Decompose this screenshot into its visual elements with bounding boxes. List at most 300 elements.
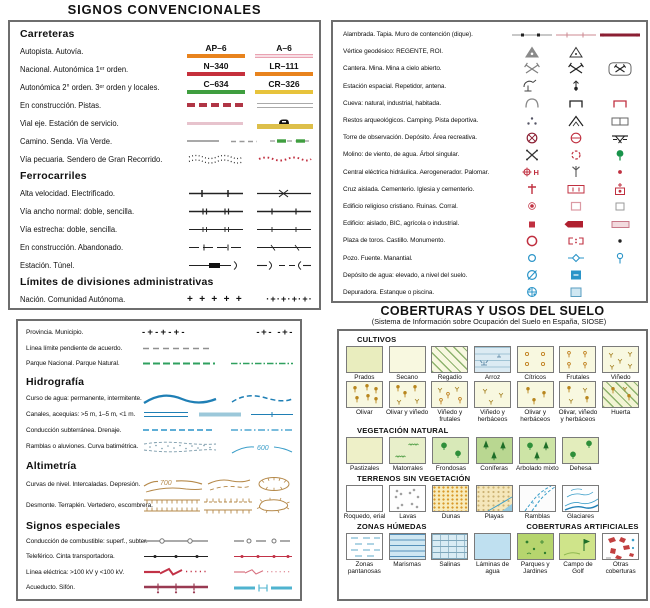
road-shield-a6	[255, 44, 313, 58]
windmill-icon	[510, 148, 554, 162]
tile-swatch	[476, 437, 513, 464]
service-station-symbol	[257, 118, 313, 129]
tile-label: Láminas de agua	[475, 560, 510, 576]
legend-row	[20, 238, 313, 256]
regional-road-bar	[255, 72, 313, 76]
legend-row	[343, 249, 642, 266]
narrow-single-track-symbol	[255, 224, 313, 235]
legend-row	[26, 423, 294, 439]
legend-row	[26, 580, 294, 596]
tile-olivar	[343, 381, 386, 423]
narrow-double-track-symbol	[187, 224, 245, 235]
tile-glaciares	[559, 485, 602, 520]
pond-pool-icon	[554, 285, 598, 299]
row-label: Plaza de toros. Castillo. Monumento.	[343, 237, 446, 245]
conveyor-belt-symbol	[232, 552, 294, 561]
tile-swatch	[346, 437, 383, 464]
motorway-bar	[187, 54, 245, 58]
tile-label: Lavas	[399, 512, 417, 520]
cable-car-symbol	[142, 552, 210, 561]
row-label: Nacional. Autonómica 1ᵉʳ orden.	[20, 64, 129, 74]
legend-row	[343, 181, 642, 198]
legend-row	[20, 290, 313, 308]
row-label: Cruz aislada. Cementerio. Iglesia y cementerio.	[343, 185, 475, 193]
electrified-rail-symbol	[255, 188, 313, 199]
tile-swatch	[431, 346, 468, 373]
aqueduct-symbol	[142, 582, 210, 594]
legend-row	[26, 565, 294, 581]
sports-field-icon	[598, 114, 642, 128]
tile-label: Dehesa	[569, 464, 592, 472]
row-label: Edificio: aislado, BIC, agrícola o industrial.	[343, 220, 460, 228]
zonas-coberturas-row	[343, 533, 642, 575]
coberturas-subtitle: (Sistema de Información sobre Ocupación del Suelo en España, SIOSE)	[371, 317, 607, 326]
single-track-symbol	[255, 206, 313, 217]
path-symbol	[187, 140, 219, 143]
legend-row	[343, 43, 642, 60]
legend-row	[26, 407, 294, 423]
shield-code: CR–326	[268, 78, 300, 89]
road-shield-cr326	[255, 80, 313, 94]
tile-swatch	[431, 381, 468, 408]
heading-limites: Límites de divisiones administrativas	[20, 276, 214, 288]
group-heading-vegetacion: VEGETACIÓN NATURAL	[357, 425, 449, 435]
road-construction-symbol	[187, 103, 243, 107]
tile-label: Arroz	[484, 374, 501, 381]
legend-row	[20, 78, 313, 96]
legend-row	[26, 549, 294, 565]
tile-swatch	[389, 533, 426, 560]
tile-swatch	[562, 437, 599, 464]
canal-narrow-symbol	[250, 410, 294, 419]
wall-symbol	[554, 28, 598, 42]
tile-salinas	[428, 533, 471, 575]
legend-row	[26, 390, 294, 408]
row-label: Vértice geodésico: REGENTE, ROI.	[343, 48, 443, 56]
tile-laminas-agua	[471, 533, 514, 575]
shield-code: N–340	[203, 60, 229, 71]
tile-playas	[473, 485, 516, 520]
tile-swatch	[559, 346, 596, 373]
geodesic-vertex-roi-icon	[554, 45, 598, 59]
legend-row	[20, 220, 313, 238]
row-label: Torre de observación. Depósito. Área recreativa.	[343, 134, 477, 142]
power-line-low-symbol	[232, 566, 294, 578]
heading-signos-especiales: Signos especiales	[26, 519, 121, 532]
national-park-symbol	[142, 361, 216, 366]
cultivos-row-2	[343, 381, 642, 423]
group-heading-terrenos: TERRENOS SIN VEGETACIÓN	[357, 473, 471, 483]
tile-label: Parques y Jardines	[520, 560, 550, 576]
panel-simbolos	[331, 20, 648, 303]
dovecote-icon	[598, 165, 642, 179]
singular-tree-icon	[598, 148, 642, 162]
tile-label: Glaciares	[567, 512, 595, 520]
tile-label: Olivar y viñedo	[385, 409, 429, 417]
legend-row	[343, 284, 642, 301]
tile-zonas-pantanosas	[343, 533, 386, 575]
isolated-building-icon	[510, 217, 554, 231]
legend-row	[343, 267, 642, 284]
spoil-heap-symbol	[254, 497, 294, 513]
tile-swatch	[476, 485, 513, 512]
fuel-pipe-underground-symbol	[232, 536, 294, 546]
drove-road-symbol	[187, 153, 245, 165]
station-symbol	[187, 260, 245, 271]
tile-swatch	[389, 485, 426, 512]
road-shield-c634	[187, 80, 245, 94]
row-label: Vial eje. Estación de servicio.	[20, 118, 119, 128]
depression-symbol	[254, 475, 294, 493]
legend-row	[20, 256, 313, 274]
shield-code: C–634	[203, 78, 229, 89]
drainage-symbol	[230, 427, 294, 433]
tile-label: Ramblas	[524, 512, 550, 520]
local-road-bar	[255, 90, 313, 94]
tile-label: Otras coberturas	[605, 560, 636, 576]
tile-swatch	[389, 346, 426, 373]
tile-swatch	[346, 485, 383, 512]
isolated-cross-icon	[510, 182, 554, 196]
tile-prados	[343, 346, 386, 381]
group-heading-zonas-coberturas: ZONAS HÚMEDAS COBERTURAS ARTIFICIALES	[357, 521, 639, 531]
legend-row	[343, 215, 642, 232]
tile-coniferas	[473, 437, 516, 472]
row-label: Cueva: natural, industrial, habitada.	[343, 99, 442, 107]
road-shield-lr111	[255, 62, 313, 76]
row-label: Ramblas o aluviones. Curva batimétrica.	[26, 443, 139, 451]
tile-label: Olivar y herbáceos	[520, 409, 551, 424]
tile-swatch	[432, 485, 469, 512]
legend-row	[20, 150, 313, 168]
monument-icon	[598, 234, 642, 248]
siphon-symbol	[232, 583, 294, 593]
well-icon	[510, 251, 554, 265]
row-label: Vía estrecha: doble, sencilla.	[20, 224, 118, 234]
row-label: Edificio religioso cristiano. Ruinas. Corral.	[343, 202, 458, 210]
tile-frondosas	[429, 437, 472, 472]
geodesic-vertex-regente-icon	[510, 45, 554, 59]
castle-icon	[554, 234, 598, 248]
cemetery-icon	[554, 182, 598, 196]
tile-label: Marismas	[393, 560, 421, 568]
tip-heap-symbol	[202, 496, 254, 514]
tile-olivar-vinedo-herbaceos	[557, 381, 600, 423]
tile-olivar-herbaceos	[514, 381, 557, 423]
row-label: Molino: de viento, de agua. Árbol singular.	[343, 151, 460, 159]
tile-label: Coníferas	[480, 464, 509, 472]
fountain-icon	[554, 251, 598, 265]
tank-icon	[554, 131, 598, 145]
tile-label: Playas	[484, 512, 504, 520]
heading-carreteras: Carreteras	[20, 28, 75, 40]
open-pit-mine-icon	[598, 62, 642, 76]
industrial-cave-icon	[554, 96, 598, 110]
canal-wide-symbol	[142, 410, 190, 419]
row-label: Estación. Túnel.	[20, 260, 75, 270]
rail-construction-symbol	[187, 242, 245, 253]
tile-vinedo	[599, 346, 642, 381]
tile-swatch	[517, 381, 554, 408]
tile-swatch	[517, 346, 554, 373]
tile-swatch	[602, 346, 639, 373]
tile-roquedo	[343, 485, 386, 520]
row-label: Conducción de combustible: superf., subter.	[26, 537, 148, 545]
row-label: Conducción subterránea. Drenaje.	[26, 426, 122, 434]
bic-building-icon	[554, 217, 598, 231]
abandoned-rail-symbol	[255, 242, 313, 253]
row-label: Restos arqueológicos. Camping. Pista deportiva.	[343, 117, 479, 125]
tile-huerta	[599, 381, 642, 423]
legend-row	[343, 129, 642, 146]
tile-swatch	[346, 346, 383, 373]
contour-label: 700	[160, 480, 172, 487]
row-label: Depósito de agua: elevado, a nivel del suelo.	[343, 271, 468, 279]
tile-citricos	[514, 346, 557, 381]
legend-row	[20, 60, 313, 78]
tile-label: Viñedo y herbáceos	[477, 409, 508, 424]
tile-label: Olivar, viñedo y herbáceos	[558, 409, 598, 424]
row-label: Vía ancho normal: doble, sencilla.	[20, 206, 135, 216]
road-shield-ap6	[187, 44, 245, 58]
hydro-plant-icon	[510, 165, 554, 179]
archaeological-site-icon	[510, 114, 554, 128]
tile-label: Salinas	[439, 560, 461, 568]
tile-swatch	[519, 485, 556, 512]
bullring-icon	[510, 234, 554, 248]
heading-ferrocarriles: Ferrocarriles	[20, 170, 87, 182]
national-road-bar	[187, 72, 245, 76]
legend-row	[20, 42, 313, 60]
tile-swatch	[346, 381, 383, 408]
row-label: Curso de agua: permanente, intermitente.	[26, 394, 142, 402]
row-label: Pozo. Fuente. Manantial.	[343, 254, 413, 262]
legend-row	[20, 132, 313, 150]
legend-row	[343, 95, 642, 112]
panel-coberturas	[337, 329, 648, 601]
panel-carreteras	[8, 20, 321, 310]
tile-otras-coberturas	[599, 533, 642, 575]
row-label: Acueducto. Sifón.	[26, 584, 75, 592]
inhabited-cave-icon	[598, 96, 642, 110]
coberturas-title: COBERTURAS Y USOS DEL SUELO	[380, 304, 605, 318]
watermill-icon	[554, 148, 598, 162]
tile-label: Viñedo	[610, 374, 631, 381]
row-label: Autopista. Autovía.	[20, 46, 84, 56]
legend-row	[343, 26, 642, 43]
legend-row	[26, 495, 294, 516]
legend-row	[26, 534, 294, 550]
row-label: En construcción. Pistas.	[20, 100, 102, 110]
tile-label: Secano	[396, 374, 418, 381]
municipality-boundary-symbol: -+- -+-	[256, 327, 294, 339]
row-label: Desmonte. Terraplén. Vertedero, escombrera.	[26, 501, 153, 509]
group-heading-cultivos: CULTIVOS	[357, 335, 397, 344]
legend-row	[26, 341, 294, 357]
panel-hidrografia	[16, 319, 302, 601]
legend-row	[26, 356, 294, 372]
row-label: Línea eléctrica: >100 kV y <100 kV.	[26, 568, 125, 576]
secondary-road-bar	[187, 90, 245, 94]
tunnel-symbol	[255, 260, 313, 271]
tile-swatch	[474, 533, 511, 560]
legend-row	[26, 325, 294, 341]
bathymetric-label: 600	[257, 444, 269, 452]
tile-label: Matorrales	[392, 464, 423, 472]
axis-road-symbol	[187, 122, 243, 125]
row-label: Camino. Senda. Vía Verde.	[20, 136, 113, 146]
industrial-building-icon	[598, 217, 642, 231]
road-shield-n340	[187, 62, 245, 76]
camping-icon	[554, 114, 598, 128]
legend-row	[343, 198, 642, 215]
tile-vinedo-frutales	[428, 381, 471, 423]
permanent-stream-symbol	[142, 390, 218, 406]
dike-symbol	[598, 28, 642, 42]
gr-trail-symbol	[257, 154, 313, 164]
fuel-pipe-surface-symbol	[142, 536, 210, 546]
province-boundary-symbol: -+-+-+-	[142, 327, 187, 339]
dual-carriageway-bar	[255, 54, 313, 58]
shield-code: A–6	[276, 42, 292, 53]
via-verde-symbol	[269, 138, 313, 144]
tile-marismas	[386, 533, 429, 575]
tile-regadio	[428, 346, 471, 381]
tile-matorrales	[386, 437, 429, 472]
ground-tank-icon	[554, 268, 598, 282]
row-label: Depuradora. Estanque o piscina.	[343, 288, 435, 296]
tile-frutales	[557, 346, 600, 381]
tile-swatch	[602, 533, 639, 560]
tile-swatch	[432, 437, 469, 464]
row-label: Provincia. Municipio.	[26, 329, 84, 337]
natural-park-symbol	[230, 361, 294, 366]
tile-label: Viñedo y frutales	[437, 409, 463, 424]
space-station-icon	[510, 79, 554, 93]
heading-hidrografia: Hidrografía	[26, 375, 85, 388]
row-label: Alambrada. Tapia. Muro de contención (dique).	[343, 31, 473, 39]
terrenos-row	[343, 485, 642, 520]
tile-swatch	[474, 346, 511, 373]
tile-swatch	[602, 381, 639, 408]
antenna-icon	[554, 79, 598, 93]
row-label: Estación espacial. Repetidor, antena.	[343, 82, 447, 90]
intermittent-stream-symbol	[230, 390, 294, 406]
tile-dehesa	[559, 437, 602, 472]
tile-dunas	[429, 485, 472, 520]
page-title: SIGNOS CONVENCIONALES	[67, 2, 262, 17]
tile-arbolado-mixto	[516, 437, 559, 472]
legend-row	[343, 232, 642, 249]
picnic-area-icon	[598, 131, 642, 145]
tile-swatch	[431, 533, 468, 560]
tile-label: Prados	[354, 374, 375, 381]
row-label: En construcción. Abandonado.	[20, 242, 124, 252]
wind-turbine-icon	[554, 165, 598, 179]
high-speed-rail-symbol	[187, 188, 245, 199]
row-label: Teleférico. Cinta transportadora.	[26, 553, 115, 561]
tile-label: Pastizales	[350, 464, 380, 472]
shield-code: AP–6	[205, 42, 227, 53]
tile-label: Regadío	[437, 374, 462, 381]
tile-label: Dunas	[441, 512, 461, 520]
vegetacion-row	[343, 437, 642, 472]
legend-row	[26, 474, 294, 495]
row-label: Central eléctrica hidráulica. Aerogenerador. Palomar.	[343, 168, 490, 176]
pending-limit-symbol	[142, 346, 214, 351]
water-tower-icon	[510, 268, 554, 282]
tile-olivar-vinedo	[386, 381, 429, 423]
mine-icon	[554, 62, 598, 76]
legend-row	[343, 146, 642, 163]
spring-icon	[598, 251, 642, 265]
wash-alluvium-symbol	[142, 440, 218, 454]
tile-swatch	[519, 437, 556, 464]
row-label: Alta velocidad. Electrificado.	[20, 188, 116, 198]
legend-row	[343, 78, 642, 95]
legend-row	[20, 184, 313, 202]
tile-label: Cítricos	[524, 374, 547, 381]
tile-label: Frutales	[566, 374, 590, 381]
church-cemetery-icon	[598, 182, 642, 196]
fence-symbol	[510, 28, 554, 42]
tile-label: Olivar	[356, 409, 373, 417]
row-label: Canales, acequias: >5 m, 1–5 m, <1 m.	[26, 411, 136, 419]
legend-row	[20, 202, 313, 220]
tile-secano	[386, 346, 429, 381]
tile-label: Campo de Golf	[563, 560, 593, 576]
underground-pipe-symbol	[142, 427, 214, 433]
tile-label: Huerta	[611, 409, 631, 417]
tile-parques-jardines	[514, 533, 557, 575]
tile-label: Frondosas	[435, 464, 467, 472]
tile-campo-golf	[557, 533, 600, 575]
religious-building-icon	[510, 199, 554, 213]
observation-tower-icon	[510, 131, 554, 145]
tile-label: Roquedo, erial	[343, 512, 386, 520]
treatment-plant-icon	[510, 285, 554, 299]
trail-symbol	[230, 139, 258, 144]
tile-arroz	[471, 346, 514, 381]
tile-swatch	[559, 533, 596, 560]
tile-pastizales	[343, 437, 386, 472]
tile-swatch	[559, 381, 596, 408]
cultivos-row-1	[343, 346, 642, 381]
tile-vinedo-herbaceos	[471, 381, 514, 423]
tile-ramblas	[516, 485, 559, 520]
intermediate-contour-symbol	[206, 474, 252, 494]
row-label: Autonómica 2° orden. 3ᵉʳ orden y locales.	[20, 82, 160, 92]
tile-swatch	[389, 437, 426, 464]
canal-medium-symbol	[198, 410, 242, 419]
row-label: Línea límite pendiente de acuerdo.	[26, 344, 123, 352]
contour-lines-symbol	[142, 474, 204, 494]
legend-row	[343, 112, 642, 129]
row-label: Parque Nacional. Parque Natural.	[26, 360, 120, 368]
corral-icon	[598, 199, 642, 213]
legend-row	[343, 60, 642, 77]
tile-swatch	[517, 533, 554, 560]
row-label: Cantera. Mina. Mina a cielo abierto.	[343, 65, 442, 73]
natural-cave-icon	[510, 96, 554, 110]
quarry-icon	[510, 62, 554, 76]
legend-row	[20, 96, 313, 114]
bathymetric-curve-symbol	[230, 439, 294, 455]
legend-row	[343, 164, 642, 181]
legend-row	[26, 438, 294, 456]
row-label: Curvas de nivel. Intercaladas. Depresión.	[26, 480, 141, 488]
tile-label: Arbolado mixto	[516, 464, 559, 472]
